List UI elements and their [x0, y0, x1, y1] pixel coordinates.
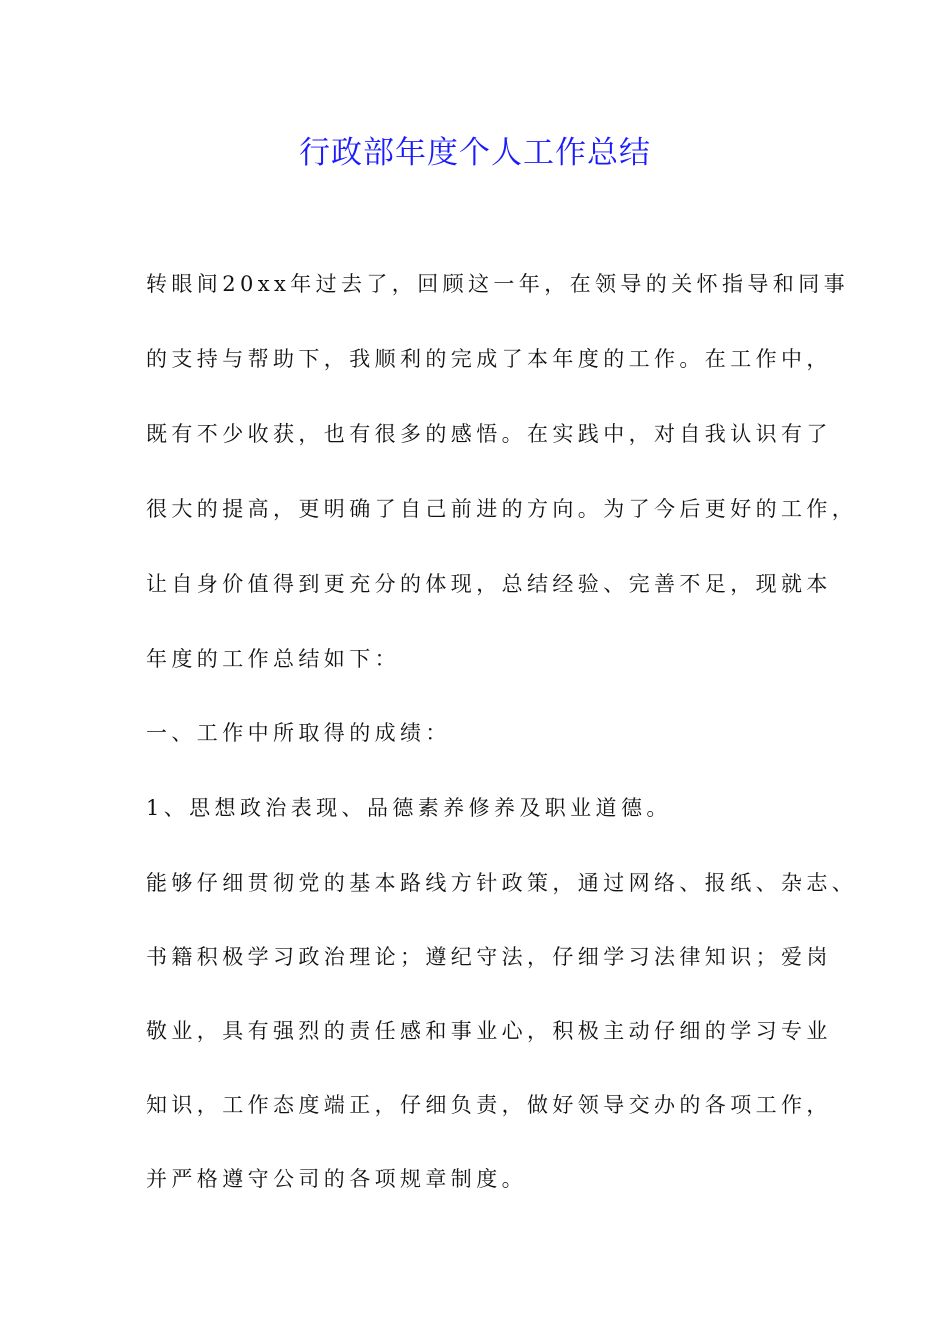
body-line: 能够仔细贯彻党的基本路线方针政策，通过网络、报纸、杂志、	[146, 871, 858, 895]
body-line: 书籍积极学习政治理论；遵纪守法，仔细学习法律知识；爱岗	[146, 945, 832, 969]
body-line: 让自身价值得到更充分的体现，总结经验、完善不足，现就本	[146, 572, 832, 596]
body-line: 很大的提高，更明确了自己前进的方向。为了今后更好的工作，	[146, 497, 858, 521]
body-line: 的支持与帮助下，我顺利的完成了本年度的工作。在工作中，	[146, 347, 832, 371]
body-line: 转眼间20xx年过去了，回顾这一年，在领导的关怀指导和同事	[146, 272, 850, 296]
document-title: 行政部年度个人工作总结	[299, 135, 651, 171]
body-line: 敬业，具有强烈的责任感和事业心，积极主动仔细的学习专业	[146, 1019, 832, 1043]
body-line: 并严格遵守公司的各项规章制度。	[146, 1167, 527, 1191]
subsection-heading: 1、思想政治表现、品德素养修养及职业道德。	[146, 796, 672, 820]
section-heading: 一、工作中所取得的成绩：	[146, 721, 451, 745]
body-line: 知识，工作态度端正，仔细负责，做好领导交办的各项工作，	[146, 1093, 832, 1117]
body-line: 年度的工作总结如下：	[146, 647, 400, 671]
body-line: 既有不少收获，也有很多的感悟。在实践中，对自我认识有了	[146, 422, 832, 446]
